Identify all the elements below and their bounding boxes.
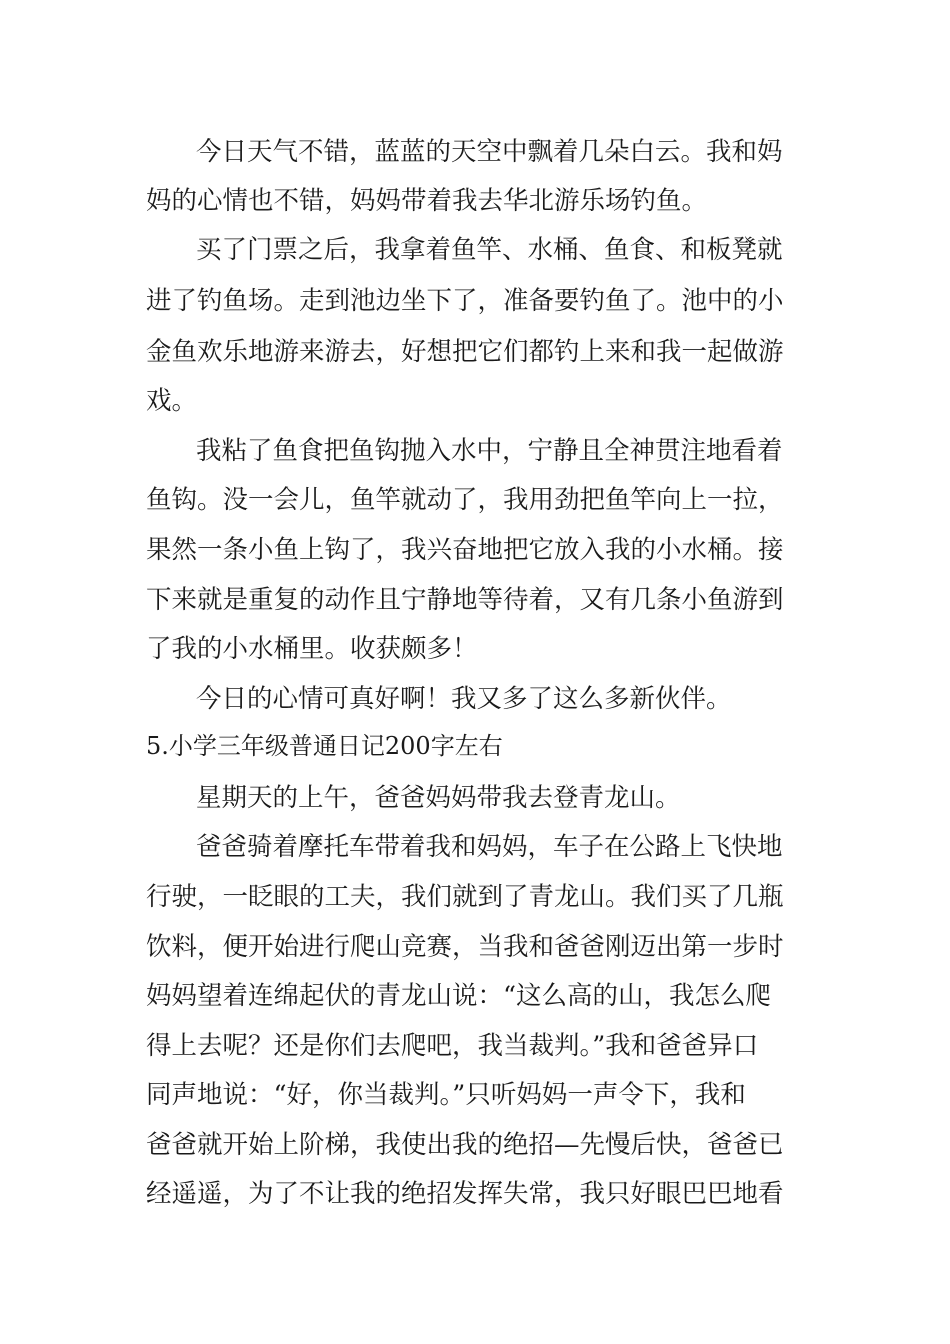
text-line: 同声地说：“好，你当裁判。”只听妈妈一声令下，我和 (146, 1080, 746, 1110)
text-line: 饮料，便开始进行爬山竞赛，当我和爸爸刚迈出第一步时 (146, 932, 784, 962)
text-line: 得上去呢？还是你们去爬吧，我当裁判。”我和爸爸异口 (146, 1031, 759, 1061)
text-line: 了我的小水桶里。收获颇多！ (146, 634, 478, 664)
text-line: 爸爸骑着摩托车带着我和妈妈，车子在公路上飞快地 (196, 832, 783, 862)
text-line: 经遥遥，为了不让我的绝招发挥失常，我只好眼巴巴地看 (146, 1179, 784, 1209)
text-line: 我粘了鱼食把鱼钩抛入水中，宁静且全神贯注地看着 (196, 436, 783, 466)
text-line: 爸爸就开始上阶梯，我使出我的绝招—先慢后快，爸爸已 (146, 1130, 784, 1160)
text-line: 戏。 (146, 386, 198, 416)
text-line: 金鱼欢乐地游来游去，好想把它们都钓上来和我一起做游 (146, 337, 784, 367)
text-line: 果然一条小鱼上钩了，我兴奋地把它放入我的小水桶。接 (146, 535, 784, 565)
section-heading: 5.小学三年级普通日记200字左右 (146, 732, 503, 760)
text-line: 下来就是重复的动作且宁静地等待着，又有几条小鱼游到 (146, 585, 784, 615)
text-line: 今日的心情可真好啊！我又多了这么多新伙伴。 (196, 684, 732, 714)
text-line: 今日天气不错，蓝蓝的天空中飘着几朵白云。我和妈 (196, 137, 783, 167)
text-line: 妈妈望着连绵起伏的青龙山说：“这么高的山，我怎么爬 (146, 981, 772, 1011)
text-line: 妈的心情也不错，妈妈带着我去华北游乐场钓鱼。 (146, 186, 708, 216)
text-line: 买了门票之后，我拿着鱼竿、水桶、鱼食、和板凳就 (196, 235, 783, 265)
text-line: 行驶，一眨眼的工夫，我们就到了青龙山。我们买了几瓶 (146, 882, 784, 912)
text-line: 星期天的上午，爸爸妈妈带我去登青龙山。 (196, 783, 681, 813)
text-line: 鱼钩。没一会儿，鱼竿就动了，我用劲把鱼竿向上一拉， (146, 485, 784, 515)
text-line: 进了钓鱼场。走到池边坐下了，准备要钓鱼了。池中的小 (146, 286, 784, 316)
